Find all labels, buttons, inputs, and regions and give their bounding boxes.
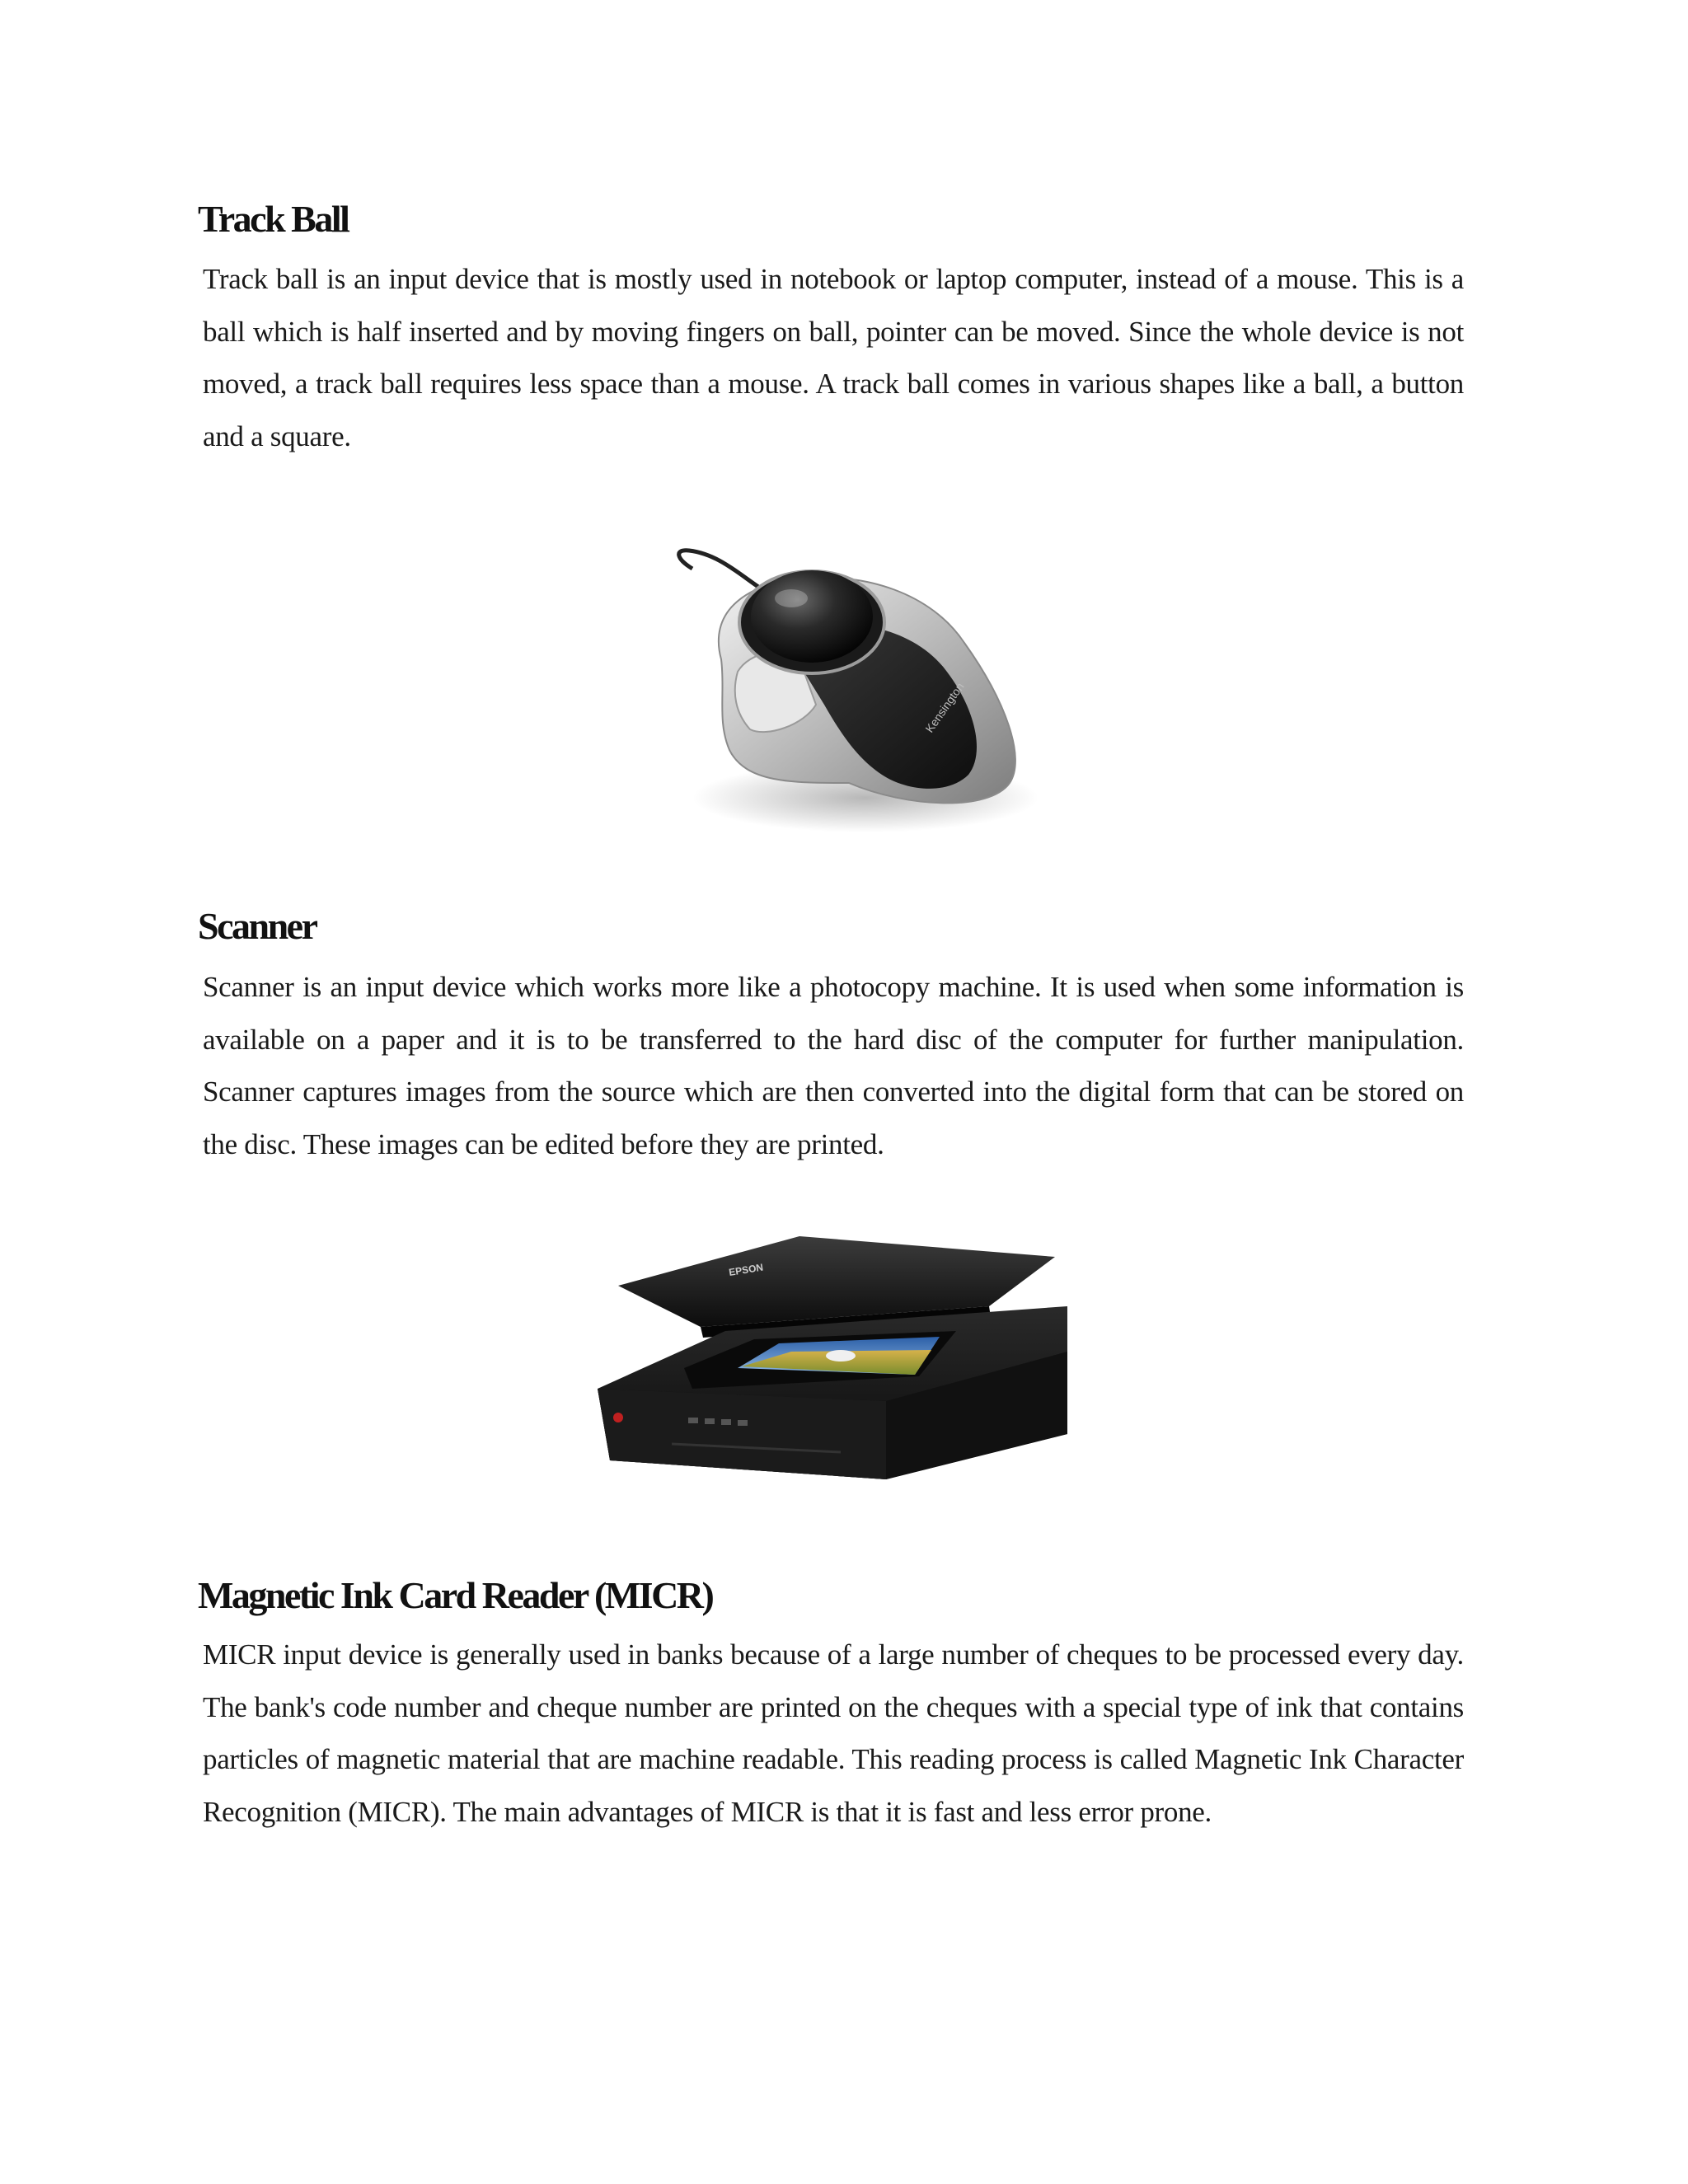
- section-heading-scanner: Scanner: [198, 905, 316, 947]
- section-body-micr: MICR input device is generally used in banks because of a large number of cheques to be processed every day. The bank's code number and cheque number are printed on the cheques with a special type of ink that contains particles of magnetic material that are machine readable. This reading process is called Magnetic Ink Character Recognition (MICR). The main advantages of MICR is that it is fast and less error prone.: [203, 1638, 1464, 1828]
- section-body-track-ball: Track ball is an input device that is mostly used in notebook or laptop computer, instead of a mouse. This is a ball which is half inserted and by moving fingers on ball, pointer can be moved. Since the whole device is not moved, a track ball requires less space than a mouse. A track ball comes in various shapes like a ball, a button and a square.: [203, 263, 1464, 452]
- trackball-brand-text: Kensington: [922, 680, 967, 735]
- section-body-scanner: Scanner is an input device which works more like a photocopy machine. It is used when some information is available on a paper and it is to be transferred to the hard disc of the computer for further manipulation. Scanner captures images from the source which are then converted into the digital form that can be stored on the disc. These images can be edited before they are printed.: [203, 971, 1464, 1160]
- scanner-photo: [593, 1228, 1088, 1508]
- trackball-photo: [659, 536, 1047, 849]
- scanner-brand-text: EPSON: [728, 1261, 764, 1278]
- section-heading-track-ball: Track Ball: [198, 198, 349, 240]
- section-heading-micr: Magnetic Ink Card Reader (MICR): [198, 1574, 713, 1616]
